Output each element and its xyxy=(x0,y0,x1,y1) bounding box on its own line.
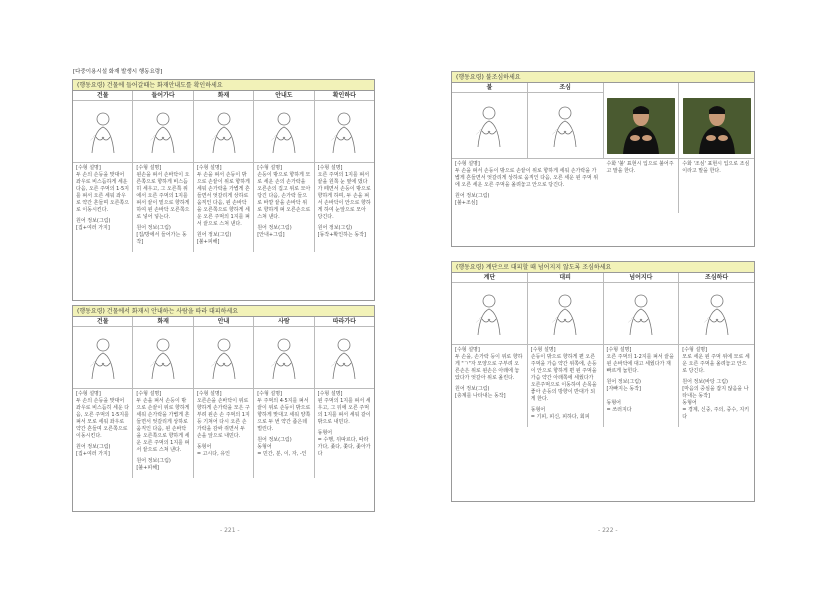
origin-info: 원어 정보(그림) [불+피해] xyxy=(136,458,171,471)
sign-image-cell xyxy=(679,93,754,159)
sign-image-cell xyxy=(604,93,679,159)
sign-description xyxy=(452,159,604,213)
sign-column xyxy=(604,83,680,213)
sign-illustration xyxy=(199,106,249,158)
handshape-description: [수형 설명] 모로 세운 왼 주먹 위에 모로 세운 오른 주먹을 올려놓고 안으로 당긴다. xyxy=(682,347,750,374)
sign-description xyxy=(315,163,374,245)
sign-column xyxy=(452,273,528,427)
origin-info: 원어 정보(그림) [집+여러 가지] xyxy=(76,218,111,231)
sign-image-cell xyxy=(194,327,253,389)
sign-word-heading: 조심하다 xyxy=(679,273,754,283)
sign-illustration xyxy=(540,288,590,340)
handshape-description: [수형 설명] 오른 주먹의 1지를 펴서 끝을 원쪽 눈 옆에 댔다가 떼면서 손등이 밖으로 향하게 하며, 두 손을 펴서 손바닥이 안으로 향하게 하여 눈앞으로 모아 당긴다. xyxy=(317,165,371,220)
sign-description xyxy=(679,345,754,427)
sign-column xyxy=(679,83,754,213)
handshape-description: [수형 설명] 두 손의 손등을 맞대어 좌우로 비스듬히 세운 다음, 오른 주먹의 1·5지를 펴서 모로 세워 좌우로 약간 흔들며 오른쪽으로 이동시킨다. xyxy=(76,391,130,439)
sign-image-cell xyxy=(133,327,192,389)
sign-illustration xyxy=(78,106,128,158)
origin-info: 원어 정보(그림) [불+조심] xyxy=(455,193,490,206)
sign-illustration xyxy=(540,100,590,152)
origin-info: 원어 정보(그림) [층계를 나타내는 동작] xyxy=(455,386,506,399)
sign-word-heading: 들어가다 xyxy=(133,91,192,101)
sign-illustration xyxy=(319,106,369,158)
section-fire-caution xyxy=(451,71,755,247)
handshape-description: [수형 설명] 손등이 밖으로 향하게 편 오른 주먹을 가슴 약간 위쪽에, 손등이 안으로 향하게 편 왼 주먹을 가슴 약간 아래쪽에 세웠다가 오른주먹으로 이동하여 손목을 좋아 손등의 방향이 반대가 되게 한다. xyxy=(530,347,597,402)
section-columns xyxy=(452,83,754,213)
sign-word-heading: 사람 xyxy=(254,317,313,327)
sign-illustration xyxy=(616,288,666,340)
sign-word-heading xyxy=(679,83,754,93)
sign-image-cell xyxy=(452,283,527,345)
section-title: (행동요령) 건물에 들어갈때는 화재안내도를 확인하세요 xyxy=(73,80,374,91)
sign-image-cell xyxy=(452,93,527,159)
sign-word-heading: 안내도 xyxy=(254,91,313,101)
origin-info: 동형어 = 기피, 피신, 피하다, 회피 xyxy=(530,407,590,420)
sign-word-heading xyxy=(604,83,679,93)
sign-word-heading: 넘어지다 xyxy=(604,273,679,283)
section-evacuation-guide xyxy=(72,305,375,512)
sign-illustration xyxy=(78,332,128,384)
handshape-description: [수형 설명] 두 손을 펴서 손등이 밖으로 손끝이 위로 향하게 세워 손가락을 가볍게 흔들면서 엇갈리게 상하로 움직인 다음, 오른 세운 왼 주먹 위에 오른 세운 오른 주먹을 올려놓고 안으로 당긴다. xyxy=(455,161,599,188)
handshape-description: [수형 설명] 오른 주먹의 1·2지를 펴서 끝을 왼 손바닥에 대고 세웠다가 재빠르게 눕힌다. xyxy=(606,347,674,374)
sign-word-heading: 건물 xyxy=(73,91,132,101)
right-page xyxy=(418,0,835,590)
sign-image-cell xyxy=(315,101,374,163)
handshape-description: [수형 설명] 두 손의 손등을 맞대어 좌우로 비스듬하게 세운 다음, 오른 주먹의 1·5지를 펴서 오른 세워 좌우로 약간 흔들며 오른쪽으로 이동시킨다. xyxy=(76,165,130,213)
sign-illustration xyxy=(319,332,369,384)
handshape-description: 수화 '조심' 표현시 입으로 조심이라고 말을 한다. xyxy=(682,161,750,174)
sign-illustration xyxy=(199,332,249,384)
sign-description xyxy=(133,389,192,478)
section-columns xyxy=(452,273,754,427)
section-columns xyxy=(73,317,374,478)
sign-image-cell xyxy=(194,101,253,163)
sign-illustration xyxy=(138,332,188,384)
section-title: (행동요령) 계단으로 대피할 때 넘어지지 않도록 조심하세요 xyxy=(452,262,754,273)
handshape-description: [수형 설명] 두 주먹의 4·5지를 펴서 끝이 위로 손등이 밖으로 향하게 맞대고 세워 양쪽으로 두 번 약간 좁은데 벌린다. xyxy=(257,391,311,432)
sign-column xyxy=(315,91,374,252)
origin-info: 동형어 = 고시다, 유인 xyxy=(196,444,230,457)
sign-image-cell xyxy=(133,101,192,163)
sign-image-cell xyxy=(679,283,754,345)
origin-info: 원어 정보(그림) [동작+확인하는 동작] xyxy=(317,225,366,238)
origin-info: 원어 정보(그림) 동형어 = 민간, 분, 이, 자, -인 xyxy=(257,437,307,457)
sign-word-heading: 계단 xyxy=(452,273,527,283)
sign-word-heading: 확인하다 xyxy=(315,91,374,101)
section-columns xyxy=(73,91,374,252)
sign-image-cell xyxy=(73,101,132,163)
sign-illustration xyxy=(464,100,514,152)
sign-description xyxy=(133,163,192,252)
sign-column xyxy=(133,317,193,478)
handshape-description: [수형 설명] 두 손을, 손가락 등이 위로 향하게 "ㄱ"자 모양으로 구부려 오른손은 위로 왼손은 아래에 놓았다가 엇갈아 위로 올린다. xyxy=(455,347,523,381)
sign-description xyxy=(604,345,679,420)
sign-description xyxy=(679,159,754,181)
left-page xyxy=(0,0,417,590)
sign-illustration xyxy=(692,288,742,340)
origin-info: 원어 정보(그림) [집/방에서 들어가는 동작] xyxy=(136,225,187,245)
sign-description xyxy=(194,389,253,464)
sign-column xyxy=(254,91,314,252)
sign-word-heading: 불 xyxy=(452,83,527,93)
sign-description xyxy=(452,345,527,406)
sign-description xyxy=(604,159,679,181)
sign-image-cell xyxy=(254,327,313,389)
sign-description xyxy=(194,163,253,252)
sign-column xyxy=(679,273,754,427)
origin-info: 원어 정보(바탕 그림) [마음의 중심을 잡지 않음을 나타내는 동작] 동형어 = 경계, 신중, 주의, 중수, 지키다 xyxy=(682,379,750,420)
sign-column xyxy=(194,317,254,478)
origin-info: 원어 정보(그림) [자빠지는 동작] 동형어 = 쓰러지다 xyxy=(606,379,641,413)
sign-description xyxy=(254,389,313,464)
section-title: (행동요령) 건물에서 화재시 안내하는 사람을 따라 대피하세요 xyxy=(73,306,374,317)
sign-illustration xyxy=(259,106,309,158)
sign-illustration xyxy=(138,106,188,158)
handshape-description: [수형 설명] 손등이 밖으로 향하게 모로 세운 손의 손가락을 오른손의 집고 위로 모아 당긴 다음, 손가락 들으로 바깥 끝을 손바닥 위로 향하게 펴 오른손으로 스쳐 낸다. xyxy=(257,165,311,220)
handshape-description: [수형 설명] 왼손을 펴서 손바닥이 오른쪽으로 향하게 비스듬히 세우고, 그 오른쪽 위에서 오른 주먹의 1지를 펴서 끝이 밑으로 향하게 하여 왼 손바닥 오른쪽으로 넣어 넣는다. xyxy=(136,165,190,220)
signer-photo xyxy=(607,98,675,154)
page-number: - 222 - xyxy=(598,527,618,534)
sign-word-heading: 따라가다 xyxy=(315,317,374,327)
sign-description xyxy=(73,389,132,464)
signer-photo xyxy=(683,98,751,154)
sign-description xyxy=(254,163,313,245)
sign-image-cell xyxy=(254,101,313,163)
handshape-description: 수화 '불' 표현시 입으로 불어주고 말을 한다. xyxy=(606,161,674,174)
sign-image-cell xyxy=(528,283,603,345)
sign-word-heading: 대피 xyxy=(528,273,603,283)
sign-word-heading: 조심 xyxy=(528,83,603,93)
sign-column xyxy=(604,273,680,427)
section-stairs-caution xyxy=(451,261,755,502)
sign-column xyxy=(194,91,254,252)
sign-description xyxy=(73,163,132,238)
sign-column xyxy=(452,83,599,213)
handshape-description: [수형 설명] 오른손을 손바닥이 위로 향하게 손가락을 모은 구부려 왼손 손 주먹의 1지 등 기쳐어 다시 오른 손가락을 감싸 쥐면서 두 손을 앞으로 내민다. xyxy=(196,391,250,439)
sign-word-heading: 안내 xyxy=(194,317,253,327)
sign-word-heading: 화재 xyxy=(194,91,253,101)
page-number: - 221 - xyxy=(220,527,240,534)
origin-info: 동형어 = 수행, 뒤따르다, 따라가다, 좇다, 쫓다, 좇아가다 xyxy=(317,430,371,457)
sign-description xyxy=(528,345,603,427)
sign-column xyxy=(73,317,133,478)
section-title: (행동요령) 불조심하세요 xyxy=(452,72,754,83)
sign-column xyxy=(528,273,604,427)
origin-info: 원어 정보(그림) [불+피해] xyxy=(196,232,232,245)
section-fire-map xyxy=(72,79,375,301)
sign-illustration xyxy=(259,332,309,384)
handshape-description: [수형 설명] 두 손을 펴서 손등이 밖으로 손끝이 위로 향하게 세워 손가락을 가볍게 흔들면서 엇갈리게 상하로 움직인 다음, 왼 손바닥을 오른쪽으로 향하게 세운 오른 주먹의 1지를 펴서 끝으로 스쳐 낸다. xyxy=(196,165,250,227)
sign-image-cell xyxy=(528,93,603,159)
sign-column xyxy=(254,317,314,478)
origin-info: 원어 정보(그림) [집+여러 가지] xyxy=(76,444,111,457)
sign-image-cell xyxy=(73,327,132,389)
sign-image-cell xyxy=(315,327,374,389)
sign-description xyxy=(315,389,374,464)
document-header: [다중이용시설 화재 발생시 행동요령] xyxy=(73,69,163,75)
origin-info: 원어 정보(그림) [안내+그림] xyxy=(257,225,292,238)
sign-column xyxy=(315,317,374,478)
sign-image-cell xyxy=(604,283,679,345)
sign-column xyxy=(133,91,193,252)
sign-word-heading: 건물 xyxy=(73,317,132,327)
sign-illustration xyxy=(464,288,514,340)
sign-word-heading: 화재 xyxy=(133,317,192,327)
sign-column xyxy=(73,91,133,252)
handshape-description: [수형 설명] 두 손을 펴서 손등이 밖으로 손끝이 위로 향하게 세워 손가락을 가볍게 흔들면서 엇갈리게 상하로 움직인 다음, 왼 손바닥을 오른쪽으로 향하게 세운 오른 주먹의 1지를 펴서 끝으로 스쳐 낸다. xyxy=(136,391,190,453)
handshape-description: [수형 설명] 왼 주먹의 1지를 펴서 세우고, 그 뒤에 오른 주먹의 1지를 펴서 세워 같이 밖으로 내민다. xyxy=(317,391,371,425)
